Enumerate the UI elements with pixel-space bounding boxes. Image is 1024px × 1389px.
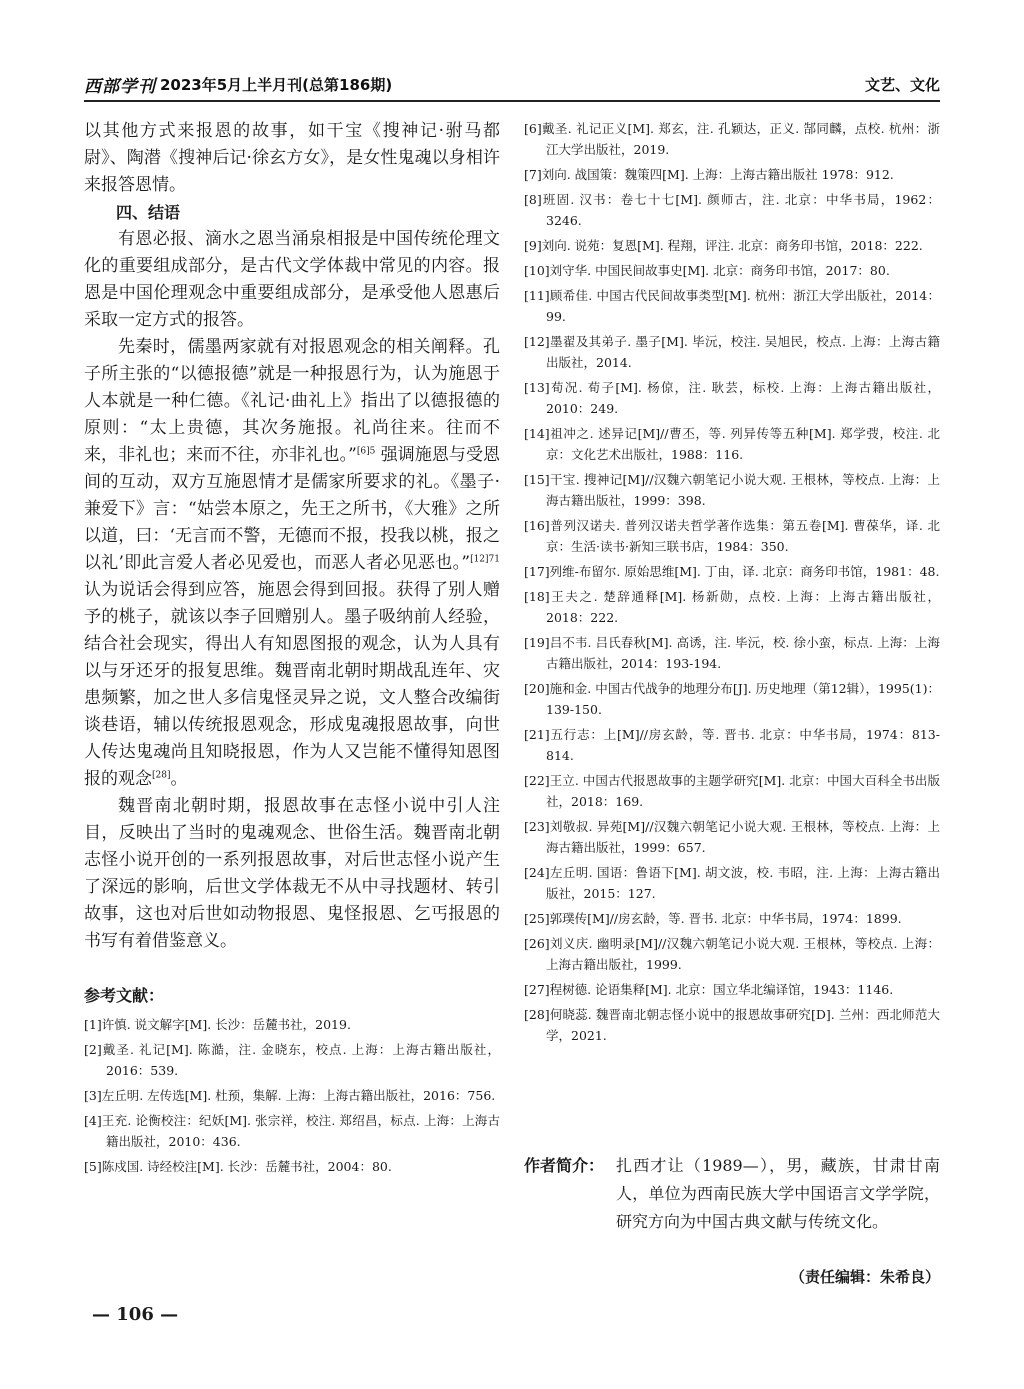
reference-item: [21]五行志：上[M]//房玄龄，等. 晋书. 北京：中华书局，1974：813-814.: [524, 727, 940, 763]
left-column: [84, 118, 500, 1181]
page-header: [84, 64, 940, 102]
reference-item: [7]刘向. 战国策：魏策四[M]. 上海：上海古籍出版社 1978：912.: [524, 167, 894, 182]
reference-item: [20]施和金. 中国古代战争的地理分布[J]. 历史地理（第12辑），1995(1)：139-150.: [524, 681, 940, 717]
references-title: 参考文献：: [84, 986, 165, 1005]
issue-info: 2023年5月上半月刊(总第186期): [160, 76, 393, 94]
reference-item: [11]顾希佳. 中国古代民间故事类型[M]. 杭州：浙江大学出版社，2014：99.: [524, 288, 940, 324]
reference-item: [8]班固. 汉书：卷七十七[M]. 颜师古，注. 北京：中华书局，1962：3246.: [524, 192, 940, 228]
reference-item: [4]王充. 论衡校注：纪妖[M]. 张宗祥，校注. 郑绍昌，标点. 上海：上海古籍出版社，2010：436.: [84, 1113, 500, 1149]
reference-item: [16]普列汉诺夫. 普列汉诺夫哲学著作选集：第五卷[M]. 曹葆华，译. 北京：生活·读书·新知三联书店，1984：350.: [524, 518, 940, 554]
reference-item: [27]程树德. 论语集释[M]. 北京：国立华北编译馆，1943：1146.: [524, 982, 894, 997]
reference-item: [18]王夫之. 楚辞通释[M]. 杨新勋，点校. 上海：上海古籍出版社，2018：222.: [524, 589, 940, 625]
reference-item: [6]戴圣. 礼记正义[M]. 郑玄，注. 孔颖达，正义. 郜同麟，点校. 杭州：浙江大学出版社，2019.: [524, 121, 940, 157]
reference-item: [28]何晓蕊. 魏晋南北朝志怪小说中的报恩故事研究[D]. 兰州：西北师范大学，2021.: [524, 1007, 940, 1043]
references-right: [524, 118, 940, 1046]
paragraph-text: 认为说话会得到应答，施恩会得到回报。获得了别人赠予的桃子，就该以李子回赠别人。墨子吸纳前人经验，结合社会现实，得出人有知恩图报的观念，认为人具有以与牙还牙的报复思维。魏晋南北朝时期战乱连年、灾患频繁，加之世人多信鬼怪灵异之说，文人整合改编街谈巷语，辅以传统报恩观念，形成鬼魂报恩故事，向世人传达鬼魂尚且知晓报恩，作为人又岂能不懂得知恩图报的观念: [84, 580, 500, 789]
body-paragraph: 有恩必报、滴水之恩当涌泉相报是中国传统伦理文化的重要组成部分，是古代文学体裁中常见的内容。报恩是中国伦理观念中重要组成部分，是承受他人恩惠后采取一定方式的报答。: [84, 229, 500, 330]
body-paragraph: 魏晋南北朝时期，报恩故事在志怪小说中引人注目，反映出了当时的鬼魂观念、世俗生活。魏晋南北朝志怪小说开创的一系列报恩故事，对后世志怪小说产生了深远的影响，后世文学体裁无不从中寻找题材、转引故事，这也对后世如动物报恩、鬼怪报恩、乞丐报恩的书写有着借鉴意义。: [84, 796, 500, 951]
reference-item: [24]左丘明. 国语：鲁语下[M]. 胡文波，校. 韦昭，注. 上海：上海古籍出版社，2015：127.: [524, 865, 940, 901]
page-number: — 106 —: [92, 1304, 179, 1325]
citation-sup: [28]: [152, 770, 171, 781]
reference-item: [23]刘敬叔. 异苑[M]//汉魏六朝笔记小说大观. 王根林，等校点. 上海：上海古籍出版社，1999：657.: [524, 819, 940, 855]
section-name: 文艺、文化: [864, 76, 940, 94]
reference-item: [12]墨翟及其弟子. 墨子[M]. 毕沅，校注. 吴旭民，校点. 上海：上海古籍出版社，2014.: [524, 334, 940, 370]
reference-item: [3]左丘明. 左传选[M]. 杜预，集解. 上海：上海古籍出版社，2016：756.: [84, 1088, 496, 1103]
body-paragraph: 以其他方式来报恩的故事，如干宝《搜神记·驸马都尉》、陶潜《搜神后记·徐玄方女》，是女性鬼魂以身相许来报答恩情。: [84, 121, 500, 195]
paragraph-text: 。: [170, 769, 188, 789]
right-column: [524, 118, 940, 1050]
reference-item: [9]刘向. 说苑：复恩[M]. 程翔，评注. 北京：商务印书馆，2018：222.: [524, 238, 923, 253]
reference-item: [19]吕不韦. 吕氏春秋[M]. 高诱，注. 毕沅，校. 徐小蛮，标点. 上海：上海古籍出版社，2014：193-194.: [524, 635, 940, 671]
reference-item: [10]刘守华. 中国民间故事史[M]. 北京：商务印书馆，2017：80.: [524, 263, 890, 278]
reference-item: [1]许慎. 说文解字[M]. 长沙：岳麓书社，2019.: [84, 1017, 351, 1032]
reference-item: [25]郭璞传[M]//房玄龄，等. 晋书. 北京：中华书局，1974：1899.: [524, 911, 902, 926]
paragraph-text: 强调施恩与受恩间的互动，双方互施恩情才是儒家所要求的礼。《墨子·兼爱下》言：“姑尝本原之，先王之所书，《大雅》之所以道，曰：‘无言而不警，无德而不报，投我以桃，报之以礼’即此言爱人者必见爱也，而恶人者必见恶也。”: [84, 445, 500, 573]
author-label: 作者简介：: [524, 1156, 605, 1175]
paragraph-text: 先秦时，儒墨两家就有对报恩观念的相关阐释。孔子所主张的“以德报德”就是一种报恩行为，认为施恩于人本就是一种仁德。《礼记·曲礼上》指出了以德报德的原则：“太上贵德，其次务施报。礼尚往来。往而不来，非礼也；来而不往，亦非礼也。”: [84, 337, 500, 465]
author-bio: [524, 1152, 940, 1236]
reference-item: [14]祖冲之. 述异记[M]//曹丕，等. 列异传等五种[M]. 郑学弢，校注. 北京：文化艺术出版社，1988：116.: [524, 426, 940, 462]
reference-item: [26]刘义庆. 幽明录[M]//汉魏六朝笔记小说大观. 王根林，等校点. 上海：上海古籍出版社，1999.: [524, 936, 940, 972]
reference-item: [17]列维-布留尔. 原始思维[M]. 丁由，译. 北京：商务印书馆，1981：48.: [524, 564, 940, 579]
reference-item: [13]荀况. 荀子[M]. 杨倞，注. 耿芸，标校. 上海：上海古籍出版社，2010：249.: [524, 380, 940, 416]
body-paragraph: [84, 334, 500, 793]
journal-logo: 西部学刊: [84, 77, 156, 97]
citation-sup: [12]71: [470, 554, 500, 565]
reference-item: [22]王立. 中国古代报恩故事的主题学研究[M]. 北京：中国大百科全书出版社，2018：169.: [524, 773, 940, 809]
citation-sup: [6]5: [356, 446, 376, 457]
reference-item: [5]陈戍国. 诗经校注[M]. 长沙：岳麓书社，2004：80.: [84, 1159, 392, 1174]
references-left: [84, 1014, 500, 1177]
section-heading: 四、结语: [116, 203, 181, 222]
reference-item: [2]戴圣. 礼记[M]. 陈澔，注. 金晓东，校点. 上海：上海古籍出版社，2016：539.: [84, 1042, 500, 1078]
author-text: 扎西才让（1989—），男，藏族，甘肃甘南人，单位为西南民族大学中国语言文学学院，研究方向为中国古典文献与传统文化。: [616, 1156, 940, 1231]
reference-item: [15]干宝. 搜神记[M]//汉魏六朝笔记小说大观. 王根林，等校点. 上海：上海古籍出版社，1999：398.: [524, 472, 940, 508]
responsible-editor: （责任编辑：朱希良）: [789, 1268, 940, 1286]
